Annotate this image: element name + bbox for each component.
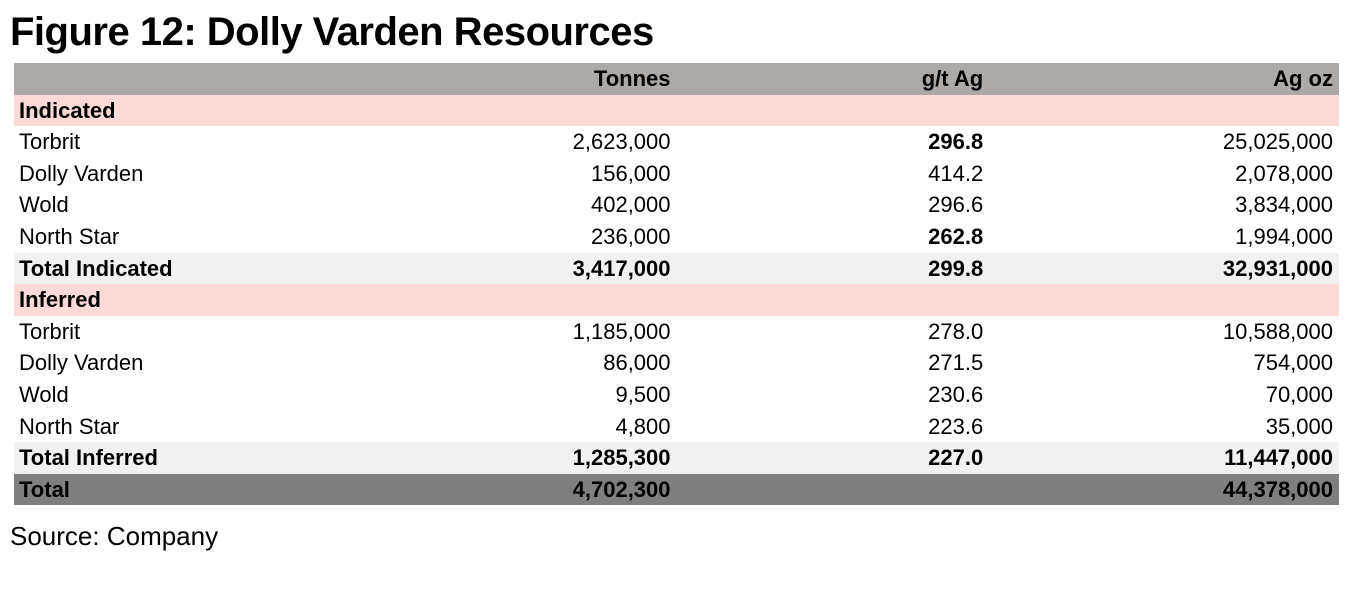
cell-oz: 10,588,000: [985, 316, 1339, 348]
cell-label: Total: [14, 474, 345, 506]
cell-tonnes: [345, 95, 672, 127]
table-row: [14, 316, 1339, 348]
cell-label: Indicated: [14, 95, 345, 127]
table-row: [14, 474, 1339, 506]
cell-oz: 32,931,000: [985, 253, 1339, 285]
table-row: [14, 95, 1339, 127]
cell-oz: [985, 95, 1339, 127]
cell-oz: 2,078,000: [985, 158, 1339, 190]
cell-label: Wold: [14, 189, 345, 221]
column-header-ag-oz: Ag oz: [985, 63, 1339, 95]
column-header-blank: [14, 63, 345, 95]
column-header-grade: g/t Ag: [673, 63, 986, 95]
cell-tonnes: 1,285,300: [345, 442, 672, 474]
cell-tonnes: 3,417,000: [345, 253, 672, 285]
column-header-tonnes: Tonnes: [345, 63, 672, 95]
cell-grade: 271.5: [673, 347, 986, 379]
cell-tonnes: 156,000: [345, 158, 672, 190]
cell-tonnes: 402,000: [345, 189, 672, 221]
cell-tonnes: [345, 284, 672, 316]
cell-grade: [673, 284, 986, 316]
cell-oz: 70,000: [985, 379, 1339, 411]
cell-tonnes: 2,623,000: [345, 126, 672, 158]
table-row: [14, 189, 1339, 221]
cell-grade: [673, 95, 986, 127]
cell-tonnes: 9,500: [345, 379, 672, 411]
table-row: [14, 221, 1339, 253]
table-body: [14, 95, 1339, 506]
cell-grade: 278.0: [673, 316, 986, 348]
table-row: [14, 284, 1339, 316]
table-header-row: [14, 63, 1339, 95]
cell-grade: 296.8: [673, 126, 986, 158]
cell-grade: 262.8: [673, 221, 986, 253]
cell-oz: 25,025,000: [985, 126, 1339, 158]
cell-oz: 1,994,000: [985, 221, 1339, 253]
cell-oz: [985, 284, 1339, 316]
cell-grade: 230.6: [673, 379, 986, 411]
table-row: [14, 379, 1339, 411]
cell-oz: 11,447,000: [985, 442, 1339, 474]
cell-tonnes: 1,185,000: [345, 316, 672, 348]
cell-grade: 296.6: [673, 189, 986, 221]
cell-grade: 227.0: [673, 442, 986, 474]
figure-title: Figure 12: Dolly Varden Resources: [10, 10, 654, 54]
source-note: Source: Company: [10, 521, 219, 552]
figure-page: [0, 8, 1369, 589]
table-row: [14, 253, 1339, 285]
cell-label: Dolly Varden: [14, 347, 345, 379]
table-row: [14, 158, 1339, 190]
cell-label: Dolly Varden: [14, 158, 345, 190]
cell-grade: 223.6: [673, 411, 986, 443]
table-row: [14, 411, 1339, 443]
cell-oz: 754,000: [985, 347, 1339, 379]
cell-tonnes: 86,000: [345, 347, 672, 379]
table-row: [14, 442, 1339, 474]
cell-grade: 299.8: [673, 253, 986, 285]
cell-label: Torbrit: [14, 316, 345, 348]
cell-label: Torbrit: [14, 126, 345, 158]
cell-label: North Star: [14, 221, 345, 253]
cell-grade: 414.2: [673, 158, 986, 190]
resources-table: [14, 63, 1339, 505]
table-row: [14, 126, 1339, 158]
cell-label: North Star: [14, 411, 345, 443]
cell-oz: 35,000: [985, 411, 1339, 443]
cell-oz: 3,834,000: [985, 189, 1339, 221]
cell-tonnes: 4,800: [345, 411, 672, 443]
cell-grade: [673, 474, 986, 506]
cell-tonnes: 236,000: [345, 221, 672, 253]
cell-oz: 44,378,000: [985, 474, 1339, 506]
cell-label: Inferred: [14, 284, 345, 316]
cell-label: Total Indicated: [14, 253, 345, 285]
cell-tonnes: 4,702,300: [345, 474, 672, 506]
cell-label: Wold: [14, 379, 345, 411]
cell-label: Total Inferred: [14, 442, 345, 474]
table-row: [14, 347, 1339, 379]
